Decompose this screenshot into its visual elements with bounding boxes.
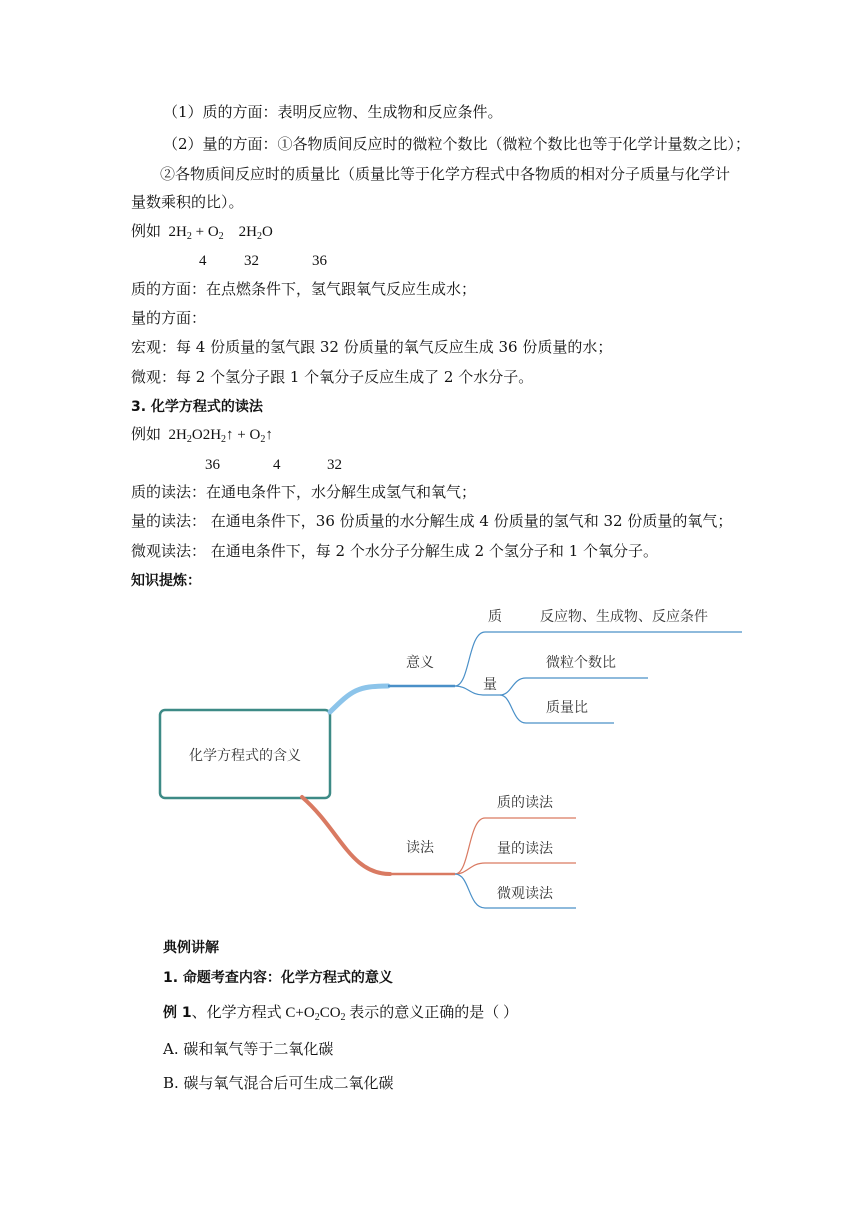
meaning-branch-label: 意义 (406, 655, 434, 671)
mind-map (0, 590, 860, 920)
option-a: A. 碳和氧气等于二氧化碳 (163, 1040, 334, 1058)
quantity-connector (455, 686, 483, 695)
example-mass-36: 36 (312, 253, 327, 269)
quantity-aspect: 量的方面： (131, 309, 207, 327)
topic-heading-1: 1. 命题考查内容：化学方程式的意义 (163, 970, 393, 986)
examples-heading: 典例讲解 (163, 940, 219, 956)
mass-ratio-connector (500, 695, 526, 723)
meaning-branch-connector (330, 686, 388, 712)
reading-micro: 微观读法： 在通电条件下，每 2 个水分子分解生成 2 个氢分子和 1 个氧分子。 (131, 542, 659, 560)
quality-node-label: 质 (488, 609, 502, 625)
particle-ratio-connector (500, 678, 526, 695)
quality-aspect: 质的方面：在点燃条件下，氢气跟氧气反应生成水； (131, 280, 477, 298)
reading-quality: 质的读法：在通电条件下，水分解生成氢气和氧气； (131, 483, 477, 501)
read-micro-label: 微观读法 (497, 886, 553, 902)
example-mass-32: 32 (244, 253, 259, 269)
example2-mass-4: 4 (273, 457, 281, 473)
read-quality-label: 质的读法 (497, 795, 553, 811)
read-micro-connector (455, 874, 485, 908)
example2-mass-36: 36 (205, 457, 220, 473)
meaning-quality-line: （1）质的方面：表明反应物、生成物和反应条件。 (163, 103, 503, 121)
macro-description: 宏观：每 4 份质量的氢气跟 32 份质量的氧气反应生成 36 份质量的水； (131, 338, 613, 356)
quality-connector (455, 632, 485, 686)
reading-quantity: 量的读法： 在通电条件下，36 份质量的水分解生成 4 份质量的氢气和 32 份质量的氧气； (131, 512, 733, 530)
mass-ratio-line-cont: 量数乘积的比）。 (131, 193, 244, 211)
root-node-label: 化学方程式的含义 (189, 748, 301, 764)
example-equation-1: 例如 $2H_2 + O_2$ $2H_2O$ (131, 224, 273, 242)
option-b: B. 碳与氧气混合后可生成二氧化碳 (163, 1074, 394, 1092)
reading-branch-connector (302, 797, 390, 874)
question-1: 例 1、化学方程式 $C+O_2CO_2$ 表示的意义正确的是（ ） (163, 1005, 519, 1023)
quality-detail-label: 反应物、生成物、反应条件 (540, 609, 708, 625)
read-quantity-label: 量的读法 (497, 841, 553, 857)
micro-description: 微观：每 2 个氢分子跟 1 个氧分子反应生成了 2 个水分子。 (131, 368, 534, 386)
quantity-node-label: 量 (483, 677, 497, 693)
reading-branch-label: 读法 (406, 840, 434, 856)
particle-ratio-label: 微粒个数比 (546, 655, 616, 671)
example2-mass-32: 32 (327, 457, 342, 473)
mass-ratio-label: 质量比 (546, 700, 588, 716)
example-equation-2: 例如 $2H_2O2H_2↑$ + $O_2↑$ (131, 427, 273, 445)
read-quality-connector (455, 818, 485, 874)
mass-ratio-line: ②各物质间反应时的质量比（质量比等于化学方程式中各物质的相对分子质量与化学计 (160, 165, 731, 183)
knowledge-summary-heading: 知识提炼： (131, 573, 201, 589)
section-heading-reading: 3. 化学方程式的读法 (131, 399, 263, 415)
meaning-quantity-line: （2）量的方面：①各物质间反应时的微粒个数比（微粒个数比也等于化学计量数之比）； (163, 135, 751, 153)
example-mass-4: 4 (199, 253, 207, 269)
